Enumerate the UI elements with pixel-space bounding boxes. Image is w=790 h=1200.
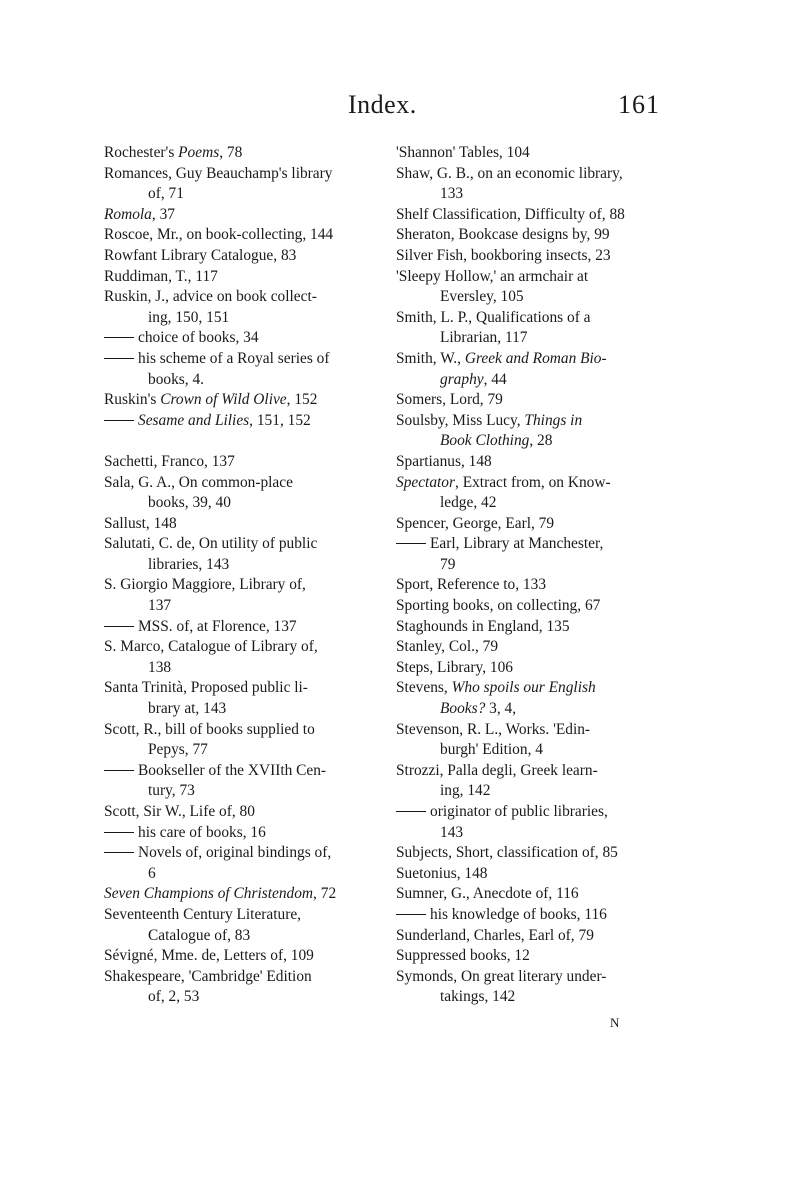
entry-text: , 152: [286, 391, 318, 409]
index-entry-continuation: [104, 699, 378, 720]
italic-title: Seven Champions of Christendom: [104, 885, 314, 903]
entry-text: Stevens,: [396, 679, 452, 697]
entry-text: Sévigné, Mme. de, Letters of, 109: [104, 947, 314, 965]
index-entry-line: [396, 205, 672, 226]
ditto-dash: [396, 811, 426, 812]
index-entry-continuation: [396, 781, 672, 802]
index-entry: [396, 720, 672, 761]
index-entry: [104, 802, 378, 823]
index-entry-line: [396, 926, 672, 947]
index-entry-line: [396, 678, 672, 699]
index-entry: [396, 411, 672, 452]
index-entry: [104, 143, 378, 164]
index-entry: [104, 349, 378, 390]
index-entry-line: [396, 658, 672, 679]
index-entry-line: [104, 164, 378, 185]
entry-text: , 37: [151, 205, 175, 223]
index-entry: [396, 143, 672, 164]
index-entry: [396, 267, 672, 308]
ditto-dash: [396, 914, 426, 915]
index-entry: [104, 678, 378, 719]
index-entry-continuation: [104, 493, 378, 514]
italic-title: Things in: [524, 411, 583, 429]
index-entry: [396, 349, 672, 390]
entry-text: Salutati, C. de, On utility of public: [104, 535, 318, 553]
entry-text: Shakespeare, 'Cambridge' Edition: [104, 967, 312, 985]
index-entry: [104, 246, 378, 267]
index-entry-line: [396, 514, 672, 535]
entry-text: Silver Fish, bookboring insects, 23: [396, 246, 611, 264]
italic-title: Who spoils our English: [451, 679, 596, 697]
entry-text: Santa Trinità, Proposed public li-: [104, 679, 308, 697]
entry-text: Subjects, Short, classification of, 85: [396, 844, 618, 862]
entry-text: 79: [440, 555, 456, 573]
index-entry: [396, 575, 672, 596]
entry-text: tury, 73: [148, 782, 195, 800]
entry-text: Soulsby, Miss Lucy,: [396, 411, 525, 429]
index-entry-continuation: [104, 864, 378, 885]
entry-text: Suppressed books, 12: [396, 947, 530, 965]
index-entry-line: [396, 390, 672, 411]
index-entry-line: [104, 225, 378, 246]
index-entry: [104, 823, 378, 844]
index-entry: [104, 164, 378, 205]
index-entry-line: [396, 967, 672, 988]
index-entry: [104, 411, 378, 432]
index-entry-line: [396, 864, 672, 885]
entry-text: Bookseller of the XVIIth Cen-: [138, 761, 327, 779]
italic-title: Crown of Wild Olive: [160, 391, 287, 409]
ditto-dash: [396, 543, 426, 544]
entry-text: brary at, 143: [148, 700, 227, 718]
index-entry-line: [104, 514, 378, 535]
index-entry: [104, 534, 378, 575]
index-entry: [396, 761, 672, 802]
ditto-dash: [104, 626, 134, 627]
index-entry-line: [396, 596, 672, 617]
index-entry-line: [104, 534, 378, 555]
index-entry-line: [396, 761, 672, 782]
entry-text: MSS. of, at Florence, 137: [138, 617, 297, 635]
italic-title: Sesame and Lilies: [138, 411, 250, 429]
entry-text: Scott, R., bill of books supplied to: [104, 720, 315, 738]
entry-text: 138: [148, 658, 172, 676]
italic-title: Books?: [440, 700, 486, 718]
page-header: [0, 90, 790, 124]
ditto-dash: [104, 852, 134, 853]
index-entry-line: [104, 349, 378, 370]
index-entry-line: [104, 328, 378, 349]
index-entry-line: [104, 617, 378, 638]
index-entry-line: [104, 411, 378, 432]
entry-text: 6: [148, 864, 156, 882]
entry-text: his scheme of a Royal series of: [138, 349, 330, 367]
index-entry-line: [396, 308, 672, 329]
index-entry-line: [104, 287, 378, 308]
index-entry-continuation: [104, 308, 378, 329]
entry-text: his knowledge of books, 116: [430, 905, 607, 923]
index-entry-line: [104, 246, 378, 267]
index-entry-line: [396, 617, 672, 638]
index-entry-line: [104, 390, 378, 411]
entry-text: Stevenson, R. L., Works. 'Edin-: [396, 720, 591, 738]
index-entry-line: [104, 678, 378, 699]
index-entry: [396, 390, 672, 411]
section-gap: [104, 431, 378, 452]
index-entry: [396, 596, 672, 617]
entry-text: Sport, Reference to, 133: [396, 576, 547, 594]
entry-text: , 44: [483, 370, 507, 388]
index-entry-line: [396, 637, 672, 658]
index-entry: [104, 905, 378, 946]
index-entry: [104, 843, 378, 884]
entry-text: , 72: [313, 885, 337, 903]
entry-text: Smith, W.,: [396, 349, 465, 367]
page-title: Index.: [348, 90, 417, 119]
italic-title: Spectator: [396, 473, 455, 491]
index-column-right: [396, 143, 672, 1008]
index-entry: [396, 514, 672, 535]
entry-text: Rochester's: [104, 144, 179, 161]
index-entry: [104, 720, 378, 761]
index-entry-line: [396, 246, 672, 267]
index-entry-line: [104, 575, 378, 596]
index-entry-line: [104, 967, 378, 988]
index-entry-line: [104, 205, 378, 226]
index-entry: [396, 678, 672, 719]
index-entry: [104, 967, 378, 1008]
entry-text: Steps, Library, 106: [396, 658, 513, 676]
index-entry: [396, 843, 672, 864]
index-entry: [104, 884, 378, 905]
index-entry-line: [396, 473, 672, 494]
index-entry: [104, 328, 378, 349]
entry-text: Librarian, 117: [440, 329, 528, 347]
entry-text: , 78: [219, 144, 243, 161]
entry-text: Eversley, 105: [440, 288, 524, 306]
index-column-left: [104, 143, 378, 1008]
index-entry-continuation: [396, 987, 672, 1008]
entry-text: Ruskin's: [104, 391, 161, 409]
italic-title: Book Clothing: [440, 432, 530, 450]
index-entry: [396, 658, 672, 679]
index-entry: [396, 802, 672, 843]
index-entry-continuation: [396, 555, 672, 576]
signature-mark: N: [610, 1015, 620, 1030]
entry-text: 3, 4,: [485, 700, 517, 718]
index-entry-continuation: [396, 431, 672, 452]
index-entry: [104, 946, 378, 967]
entry-text: Spencer, George, Earl, 79: [396, 514, 555, 532]
ditto-dash: [104, 832, 134, 833]
index-entry-continuation: [104, 596, 378, 617]
entry-text: of, 71: [148, 185, 184, 203]
index-entry-continuation: [104, 781, 378, 802]
entry-text: Novels of, original bindings of,: [138, 844, 332, 862]
index-entry-line: [104, 843, 378, 864]
entry-text: 137: [148, 597, 172, 615]
index-entry: [104, 287, 378, 328]
entry-text: of, 2, 53: [148, 988, 200, 1006]
index-entry-line: [104, 143, 378, 164]
index-entry-line: [396, 143, 672, 164]
entry-text: ing, 142: [440, 782, 491, 800]
index-entry: [104, 390, 378, 411]
index-entry: [104, 267, 378, 288]
index-entry-continuation: [396, 370, 672, 391]
index-entry-line: [104, 823, 378, 844]
index-entry-continuation: [396, 823, 672, 844]
ditto-dash: [104, 358, 134, 359]
index-entry-line: [104, 452, 378, 473]
index-entry-continuation: [104, 740, 378, 761]
italic-title: graphy: [440, 370, 484, 388]
index-entry: [396, 926, 672, 947]
index-entry: [396, 205, 672, 226]
italic-title: Greek and Roman Bio-: [464, 349, 607, 367]
index-entry: [396, 225, 672, 246]
index-entry-line: [104, 267, 378, 288]
index-entry: [396, 246, 672, 267]
entry-text: 'Shannon' Tables, 104: [396, 144, 530, 161]
entry-text: libraries, 143: [148, 555, 230, 573]
ditto-dash: [104, 770, 134, 771]
index-entry-line: [396, 575, 672, 596]
entry-text: Roscoe, Mr., on book-collecting, 144: [104, 226, 334, 244]
entry-text: Strozzi, Palla degli, Greek learn-: [396, 761, 598, 779]
entry-text: Sunderland, Charles, Earl of, 79: [396, 926, 594, 944]
index-entry: [396, 864, 672, 885]
ditto-dash: [104, 337, 134, 338]
index-entry: [396, 534, 672, 575]
index-entry: [104, 617, 378, 638]
index-entry-continuation: [104, 987, 378, 1008]
entry-text: Spartianus, 148: [396, 452, 492, 470]
entry-text: Sachetti, Franco, 137: [104, 452, 235, 470]
index-entry-continuation: [104, 658, 378, 679]
index-entry: [104, 225, 378, 246]
entry-text: Suetonius, 148: [396, 864, 488, 882]
index-entry-line: [396, 905, 672, 926]
entry-text: , Extract from, on Know-: [455, 473, 611, 491]
index-entry: [104, 637, 378, 678]
index-entry: [396, 164, 672, 205]
index-entry-continuation: [396, 328, 672, 349]
index-entry: [396, 905, 672, 926]
entry-text: Romances, Guy Beauchamp's library: [104, 164, 333, 182]
entry-text: ledge, 42: [440, 494, 497, 512]
entry-text: Earl, Library at Manchester,: [430, 535, 604, 553]
entry-text: Somers, Lord, 79: [396, 391, 503, 409]
entry-text: his care of books, 16: [138, 823, 266, 841]
index-entry-continuation: [396, 184, 672, 205]
index-entry-continuation: [396, 493, 672, 514]
index-entry-line: [396, 411, 672, 432]
index-entry: [104, 761, 378, 802]
index-entry: [104, 514, 378, 535]
index-entry: [396, 452, 672, 473]
index-entry-continuation: [104, 926, 378, 947]
entry-text: Scott, Sir W., Life of, 80: [104, 803, 255, 820]
entry-text: Stanley, Col., 79: [396, 638, 499, 656]
index-entry-line: [396, 534, 672, 555]
entry-text: 143: [440, 823, 464, 841]
index-entry-line: [104, 637, 378, 658]
index-entry: [396, 967, 672, 1008]
entry-text: Pepys, 77: [148, 741, 208, 759]
entry-text: Smith, L. P., Qualifications of a: [396, 308, 591, 326]
entry-text: originator of public libraries,: [430, 803, 608, 820]
index-entry-line: [104, 905, 378, 926]
italic-title: Poems: [178, 144, 220, 161]
entry-text: Rowfant Library Catalogue, 83: [104, 246, 297, 264]
index-entry-line: [104, 802, 378, 823]
index-entry-continuation: [396, 699, 672, 720]
index-entry-line: [396, 946, 672, 967]
entry-text: , 28: [529, 432, 553, 450]
entry-text: 133: [440, 185, 464, 203]
entry-text: Symonds, On great literary under-: [396, 967, 607, 985]
index-entry-line: [104, 720, 378, 741]
index-entry-continuation: [104, 370, 378, 391]
index-entry-line: [396, 720, 672, 741]
index-entry-line: [396, 349, 672, 370]
entry-text: choice of books, 34: [138, 329, 259, 347]
entry-text: Sheraton, Bookcase designs by, 99: [396, 226, 610, 244]
index-entry-line: [396, 452, 672, 473]
italic-title: Romola: [104, 205, 152, 223]
entry-text: Ruddiman, T., 117: [104, 267, 218, 285]
index-entry: [104, 575, 378, 616]
index-entry-line: [104, 473, 378, 494]
index-entry-line: [104, 946, 378, 967]
index-entry-continuation: [104, 555, 378, 576]
index-entry-line: [396, 802, 672, 823]
entry-text: Shelf Classification, Difficulty of, 88: [396, 205, 625, 223]
entry-text: S. Giorgio Maggiore, Library of,: [104, 576, 306, 594]
entry-text: Catalogue of, 83: [148, 926, 251, 944]
entry-text: Staghounds in England, 135: [396, 617, 570, 635]
index-entry-continuation: [104, 184, 378, 205]
index-entry: [396, 473, 672, 514]
entry-text: books, 4.: [148, 370, 205, 388]
entry-text: Seventeenth Century Literature,: [104, 905, 302, 923]
index-entry-line: [104, 884, 378, 905]
entry-text: 'Sleepy Hollow,' an armchair at: [396, 267, 589, 285]
index-entry: [396, 884, 672, 905]
index-entry-line: [396, 884, 672, 905]
entry-text: Sala, G. A., On common-place: [104, 473, 293, 491]
entry-text: Shaw, G. B., on an economic library,: [396, 164, 623, 182]
entry-text: Sallust, 148: [104, 514, 177, 532]
index-entry: [104, 473, 378, 514]
entry-text: takings, 142: [440, 988, 516, 1006]
index-entry-line: [104, 761, 378, 782]
page-number: 161: [618, 90, 660, 119]
index-entry: [104, 452, 378, 473]
entry-text: , 151, 152: [249, 411, 311, 429]
index-entry: [396, 637, 672, 658]
entry-text: S. Marco, Catalogue of Library of,: [104, 638, 318, 656]
index-entry-continuation: [396, 740, 672, 761]
entry-text: books, 39, 40: [148, 494, 231, 512]
index-entry: [396, 946, 672, 967]
index-entry: [104, 205, 378, 226]
index-entry-line: [396, 267, 672, 288]
index-entry: [396, 308, 672, 349]
index-entry: [396, 617, 672, 638]
index-entry-continuation: [396, 287, 672, 308]
index-entry-line: [396, 843, 672, 864]
entry-text: Ruskin, J., advice on book collect-: [104, 288, 317, 306]
entry-text: Sumner, G., Anecdote of, 116: [396, 885, 579, 903]
entry-text: ing, 150, 151: [148, 308, 230, 326]
entry-text: burgh' Edition, 4: [440, 741, 543, 759]
index-entry-line: [396, 164, 672, 185]
index-entry-line: [396, 225, 672, 246]
entry-text: Sporting books, on collecting, 67: [396, 597, 601, 615]
ditto-dash: [104, 420, 134, 421]
